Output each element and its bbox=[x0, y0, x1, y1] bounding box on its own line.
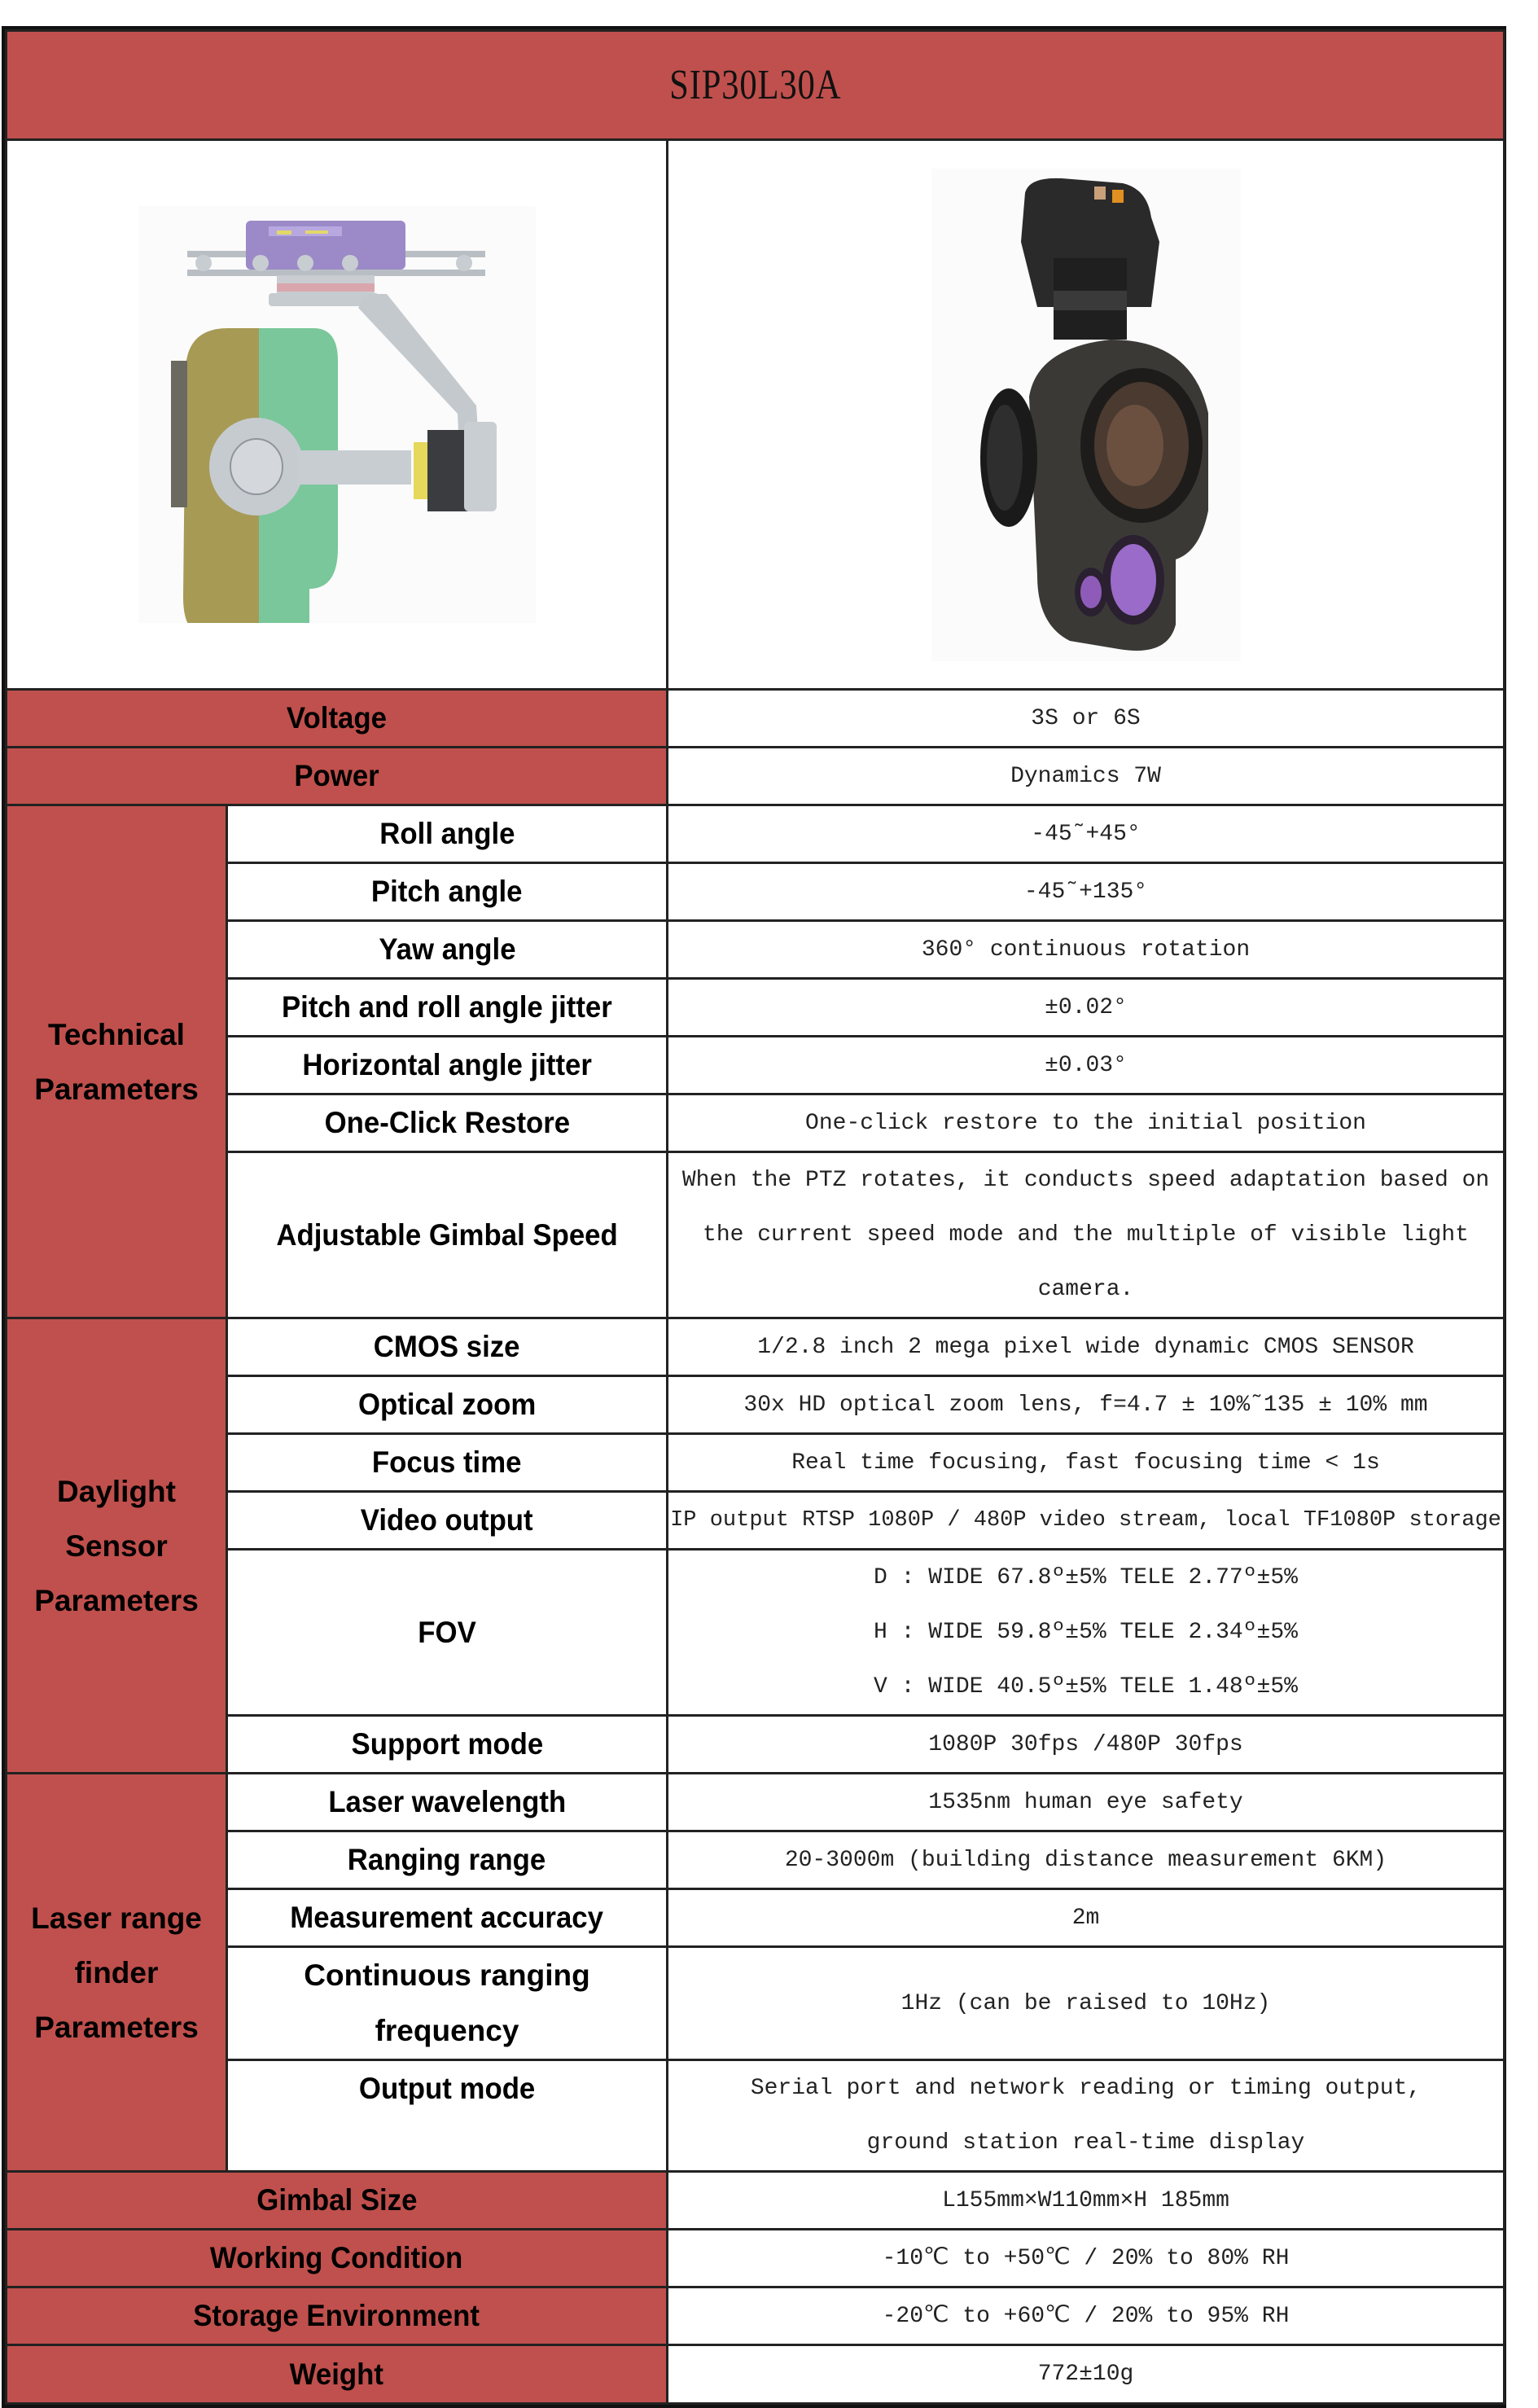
label-one-click-restore: One-Click Restore bbox=[227, 1094, 668, 1152]
label-ranging-range: Ranging range bbox=[227, 1831, 668, 1889]
table-row-focus-time bbox=[7, 1434, 1505, 1492]
table-row-power bbox=[7, 748, 1505, 805]
table-row-support-mode bbox=[7, 1716, 1505, 1774]
label-gimbal-speed: Adjustable Gimbal Speed bbox=[227, 1152, 668, 1318]
value-pitch-angle: -45˜+135° bbox=[668, 863, 1505, 921]
table-row-gimbal-speed bbox=[7, 1152, 1505, 1318]
label-ranging-frequency bbox=[227, 1947, 668, 2060]
value-output-mode bbox=[668, 2060, 1505, 2172]
value-voltage: 3S or 6S bbox=[668, 690, 1505, 748]
table-row-pitch-roll-jitter bbox=[7, 979, 1505, 1037]
value-horizontal-jitter: ±0.03° bbox=[668, 1037, 1505, 1094]
label-horizontal-jitter: Horizontal angle jitter bbox=[227, 1037, 668, 1094]
label-optical-zoom: Optical zoom bbox=[227, 1376, 668, 1434]
label-support-mode: Support mode bbox=[227, 1716, 668, 1774]
table-row-gimbal-size bbox=[7, 2172, 1505, 2230]
value-optical-zoom: 30x HD optical zoom lens, f=4.7 ± 10%˜135 ± 10% mm bbox=[668, 1376, 1505, 1434]
label-working-condition: Working Condition bbox=[7, 2230, 668, 2287]
value-ranging-frequency: 1Hz (can be raised to 10Hz) bbox=[668, 1947, 1505, 2060]
group-title-line: Parameters bbox=[34, 1072, 199, 1106]
image-cell-drawing bbox=[7, 140, 668, 690]
table-row-cmos-size bbox=[7, 1318, 1505, 1376]
value-one-click-restore: One-click restore to the initial position bbox=[668, 1094, 1505, 1152]
value-roll-angle: -45˜+45° bbox=[668, 805, 1505, 863]
label-yaw-angle: Yaw angle bbox=[227, 921, 668, 979]
value-support-mode: 1080P 30fps /480P 30fps bbox=[668, 1716, 1505, 1774]
value-gimbal-speed bbox=[668, 1152, 1505, 1318]
group-title-line: Parameters bbox=[34, 2010, 199, 2044]
label-cmos-size: CMOS size bbox=[227, 1318, 668, 1376]
group-title-line: Daylight bbox=[57, 1474, 176, 1508]
value-measurement-accuracy: 2m bbox=[668, 1889, 1505, 1947]
label-storage-environment: Storage Environment bbox=[7, 2287, 668, 2345]
label-pitch-angle: Pitch angle bbox=[227, 863, 668, 921]
label-video-output: Video output bbox=[227, 1492, 668, 1550]
table-row-yaw-angle bbox=[7, 921, 1505, 979]
label-voltage: Voltage bbox=[7, 690, 668, 748]
table-row-ranging-frequency bbox=[7, 1947, 1505, 2060]
value-line: V : WIDE 40.5º±5% TELE 1.48º±5% bbox=[874, 1674, 1298, 1700]
table-row-laser-wavelength bbox=[7, 1774, 1505, 1831]
value-power: Dynamics 7W bbox=[668, 748, 1505, 805]
value-focus-time: Real time focusing, fast focusing time < 1s bbox=[668, 1434, 1505, 1492]
group-daylight-sensor-parameters bbox=[7, 1318, 227, 1774]
table-row-measurement-accuracy bbox=[7, 1889, 1505, 1947]
value-gimbal-size: L155mm×W110mm×H 185mm bbox=[668, 2172, 1505, 2230]
table-row-video-output bbox=[7, 1492, 1505, 1550]
table-row-one-click-restore bbox=[7, 1094, 1505, 1152]
image-cell-photo bbox=[668, 140, 1505, 690]
product-title: SIP30L30A bbox=[7, 31, 1505, 140]
value-line: the current speed mode and the multiple of visible light bbox=[703, 1222, 1469, 1248]
label-line: Continuous ranging bbox=[304, 1958, 590, 1992]
value-cmos-size: 1/2.8 inch 2 mega pixel wide dynamic CMOS SENSOR bbox=[668, 1318, 1505, 1376]
table-row-horizontal-jitter bbox=[7, 1037, 1505, 1094]
spec-table bbox=[5, 29, 1505, 2405]
table-row-working-condition bbox=[7, 2230, 1505, 2287]
table-row-output-mode bbox=[7, 2060, 1505, 2172]
group-technical-parameters bbox=[7, 805, 227, 1318]
table-row-fov bbox=[7, 1550, 1505, 1716]
table-row-storage-environment bbox=[7, 2287, 1505, 2345]
value-line: Serial port and network reading or timing output, bbox=[750, 2076, 1422, 2101]
table-row-pitch-angle bbox=[7, 863, 1505, 921]
label-pitch-roll-jitter: Pitch and roll angle jitter bbox=[227, 979, 668, 1037]
value-line: camera. bbox=[1037, 1277, 1134, 1302]
value-fov bbox=[668, 1550, 1505, 1716]
label-weight: Weight bbox=[7, 2345, 668, 2404]
value-line: ground station real-time display bbox=[866, 2130, 1305, 2156]
gimbal-drawing-icon bbox=[138, 206, 536, 623]
label-gimbal-size: Gimbal Size bbox=[7, 2172, 668, 2230]
value-weight: 772±10g bbox=[668, 2345, 1505, 2404]
value-storage-environment: -20℃ to +60℃ / 20% to 95% RH bbox=[668, 2287, 1505, 2345]
group-title-line: Parameters bbox=[34, 1583, 199, 1617]
label-line: frequency bbox=[375, 2014, 519, 2047]
value-video-output: IP output RTSP 1080P / 480P video stream, local TF1080P storage bbox=[668, 1492, 1505, 1550]
value-line: H : WIDE 59.8º±5% TELE 2.34º±5% bbox=[874, 1620, 1298, 1645]
table-row-weight bbox=[7, 2345, 1505, 2404]
label-measurement-accuracy: Measurement accuracy bbox=[227, 1889, 668, 1947]
table-row-ranging-range bbox=[7, 1831, 1505, 1889]
label-roll-angle: Roll angle bbox=[227, 805, 668, 863]
label-focus-time: Focus time bbox=[227, 1434, 668, 1492]
table-row-voltage bbox=[7, 690, 1505, 748]
value-laser-wavelength: 1535nm human eye safety bbox=[668, 1774, 1505, 1831]
gimbal-photo-icon bbox=[931, 169, 1241, 661]
label-laser-wavelength: Laser wavelength bbox=[227, 1774, 668, 1831]
table-row-roll-angle bbox=[7, 805, 1505, 863]
table-row-optical-zoom bbox=[7, 1376, 1505, 1434]
group-laser-range-finder-parameters bbox=[7, 1774, 227, 2172]
group-title-line: Laser range bbox=[31, 1901, 202, 1935]
value-yaw-angle: 360° continuous rotation bbox=[668, 921, 1505, 979]
value-ranging-range: 20-3000m (building distance measurement 6KM) bbox=[668, 1831, 1505, 1889]
value-line: D : WIDE 67.8º±5% TELE 2.77º±5% bbox=[874, 1565, 1298, 1590]
label-fov: FOV bbox=[227, 1550, 668, 1716]
group-title-line: finder bbox=[74, 1955, 159, 1989]
group-title-line: Technical bbox=[48, 1017, 185, 1051]
value-working-condition: -10℃ to +50℃ / 20% to 80% RH bbox=[668, 2230, 1505, 2287]
label-power: Power bbox=[7, 748, 668, 805]
spec-sheet bbox=[2, 26, 1506, 2408]
value-pitch-roll-jitter: ±0.02° bbox=[668, 979, 1505, 1037]
value-line: When the PTZ rotates, it conducts speed adaptation based on bbox=[681, 1168, 1490, 1193]
group-title-line: Sensor bbox=[65, 1529, 168, 1563]
label-output-mode: Output mode bbox=[227, 2060, 668, 2172]
